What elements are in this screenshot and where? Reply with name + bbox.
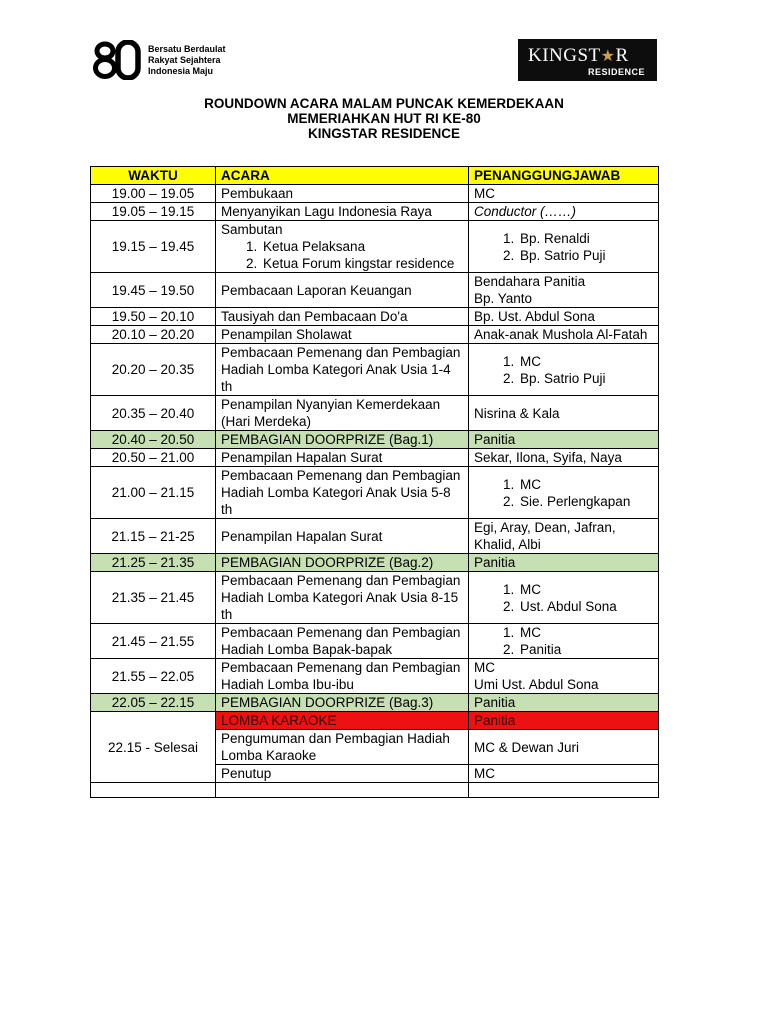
header-acara: ACARA [216,167,469,185]
cell-acara: Pembacaan Pemenang dan Pembagian Hadiah Lomba Kategori Anak Usia 5-8 th [216,467,469,519]
cell-empty [469,783,659,798]
table-row [91,519,659,554]
pj-list [474,230,653,264]
logo-80-tagline [148,44,226,77]
list-item: 2. Sie. Perlengkapan [518,493,653,510]
table-row-empty [91,783,659,798]
list-item: 1. MC [518,476,653,493]
table-row [91,221,659,273]
cell-waktu: 21.00 – 21.15 [91,467,216,519]
cell-waktu: 19.50 – 20.10 [91,308,216,326]
cell-acara-karaoke: LOMBA KARAOKE [216,712,469,730]
table-row [91,467,659,519]
title-line-3: KINGSTAR RESIDENCE [307,126,460,141]
cell-pj [469,467,659,519]
table-row [91,396,659,431]
cell-empty [91,783,216,798]
cell-acara: Pembacaan Laporan Keuangan [216,273,469,308]
list-item: 2. Panitia [518,641,653,658]
cell-pj [469,273,659,308]
cell-pj: Egi, Aray, Dean, Jafran, Khalid, Albi [469,519,659,554]
cell-waktu: 22.15 - Selesai [91,712,216,783]
cell-waktu: 19.05 – 19.15 [91,203,216,221]
cell-acara: Pembacaan Pemenang dan Pembagian Hadiah Lomba Bapak-bapak [216,624,469,659]
cell-acara: Penutup [216,765,469,783]
list-item: 1. MC [518,624,653,641]
cell-pj: Conductor (……) [469,203,659,221]
pj-list [474,476,653,510]
cell-waktu: 19.45 – 19.50 [91,273,216,308]
list-item: 2. Ketua Forum kingstar residence [261,255,463,272]
pj-line: Umi Ust. Abdul Sona [474,677,599,692]
table-row [91,203,659,221]
cell-pj [469,344,659,396]
table-row [91,624,659,659]
list-item: 1. Ketua Pelaksana [261,238,463,255]
cell-pj: MC [469,185,659,203]
cell-acara: PEMBAGIAN DOORPRIZE (Bag.2) [216,554,469,572]
cell-acara: Penampilan Sholawat [216,326,469,344]
list-item: 2. Bp. Satrio Puji [518,370,653,387]
list-item: 1. MC [518,353,653,370]
logo-80-graphic [92,40,142,80]
table-header-row [91,167,659,185]
cell-pj: Panitia [469,712,659,730]
cell-acara: Penampilan Hapalan Surat [216,519,469,554]
header-penanggungjawab: PENANGGUNGJAWAB [469,167,659,185]
pj-line: MC [474,660,495,675]
cell-waktu: 20.10 – 20.20 [91,326,216,344]
tagline-line-3: Indonesia Maju [148,65,214,76]
pj-line: Bendahara Panitia [474,274,586,289]
cell-waktu: 21.45 – 21.55 [91,624,216,659]
cell-waktu: 21.25 – 21.35 [91,554,216,572]
tagline-line-1: Bersatu Berdaulat [148,43,226,54]
cell-acara: Pembacaan Pemenang dan Pembagian Hadiah Lomba Kategori Anak Usia 1-4 th [216,344,469,396]
table-row-doorprize [91,554,659,572]
table-row-doorprize [91,431,659,449]
kingstar-logo [518,39,657,81]
cell-pj: Bp. Ust. Abdul Sona [469,308,659,326]
cell-pj [469,572,659,624]
kingstar-logo-name: KINGST★R [528,45,629,66]
list-item: 1. Bp. Renaldi [518,230,653,247]
acara-list [221,238,463,272]
list-item: 2. Ust. Abdul Sona [518,598,653,615]
cell-waktu: 20.40 – 20.50 [91,431,216,449]
cell-waktu: 22.05 – 22.15 [91,694,216,712]
cell-acara: Menyanyikan Lagu Indonesia Raya [216,203,469,221]
cell-acara: Penampilan Hapalan Surat [216,449,469,467]
cell-waktu: 20.35 – 20.40 [91,396,216,431]
cell-pj: Sekar, Ilona, Syifa, Naya [469,449,659,467]
cell-pj [469,221,659,273]
cell-pj: Panitia [469,694,659,712]
cell-acara: Pembacaan Pemenang dan Pembagian Hadiah Lomba Ibu-ibu [216,659,469,694]
cell-acara: Pengumuman dan Pembagian Hadiah Lomba Karaoke [216,730,469,765]
cell-pj: Anak-anak Mushola Al-Fatah [469,326,659,344]
cell-pj [469,659,659,694]
cell-waktu: 20.20 – 20.35 [91,344,216,396]
table-row [91,185,659,203]
cell-waktu: 21.15 – 21-25 [91,519,216,554]
pj-list [474,353,653,387]
list-item: 2. Bp. Satrio Puji [518,247,653,264]
hut-ri-80-logo [92,40,226,80]
table-row [91,712,659,730]
document-title [0,96,768,141]
cell-acara: Pembukaan [216,185,469,203]
cell-pj: Panitia [469,431,659,449]
cell-pj [469,624,659,659]
cell-acara: PEMBAGIAN DOORPRIZE (Bag.3) [216,694,469,712]
header-waktu: WAKTU [91,167,216,185]
star-icon: ★ [600,48,616,65]
table-row [91,449,659,467]
cell-waktu: 19.00 – 19.05 [91,185,216,203]
table-row [91,659,659,694]
pj-line: Bp. Yanto [474,291,533,306]
cell-waktu: 20.50 – 21.00 [91,449,216,467]
cell-waktu: 19.15 – 19.45 [91,221,216,273]
table-row [91,572,659,624]
cell-acara: Pembacaan Pemenang dan Pembagian Hadiah Lomba Kategori Anak Usia 8-15 th [216,572,469,624]
pj-list [474,624,653,658]
cell-acara: Tausiyah dan Pembacaan Do'a [216,308,469,326]
table-row [91,308,659,326]
kingstar-logo-subtitle: RESIDENCE [587,67,645,77]
rundown-table [90,166,659,798]
cell-waktu: 21.55 – 22.05 [91,659,216,694]
title-line-1: ROUNDOWN ACARA MALAM PUNCAK KEMERDEKAAN [204,96,564,111]
cell-pj: MC [469,765,659,783]
cell-empty [216,783,469,798]
tagline-line-2: Rakyat Sejahtera [148,54,221,65]
pj-list [474,581,653,615]
table-row [91,273,659,308]
cell-pj: Panitia [469,554,659,572]
acara-heading: Sambutan [221,222,283,237]
cell-acara [216,221,469,273]
list-item: 1. MC [518,581,653,598]
table-row [91,344,659,396]
cell-acara: Penampilan Nyanyian Kemerdekaan (Hari Merdeka) [216,396,469,431]
cell-pj: Nisrina & Kala [469,396,659,431]
title-line-2: MEMERIAHKAN HUT RI KE-80 [287,111,481,126]
table-row [91,326,659,344]
table-row-doorprize [91,694,659,712]
cell-acara: PEMBAGIAN DOORPRIZE (Bag.1) [216,431,469,449]
cell-pj: MC & Dewan Juri [469,730,659,765]
cell-waktu: 21.35 – 21.45 [91,572,216,624]
